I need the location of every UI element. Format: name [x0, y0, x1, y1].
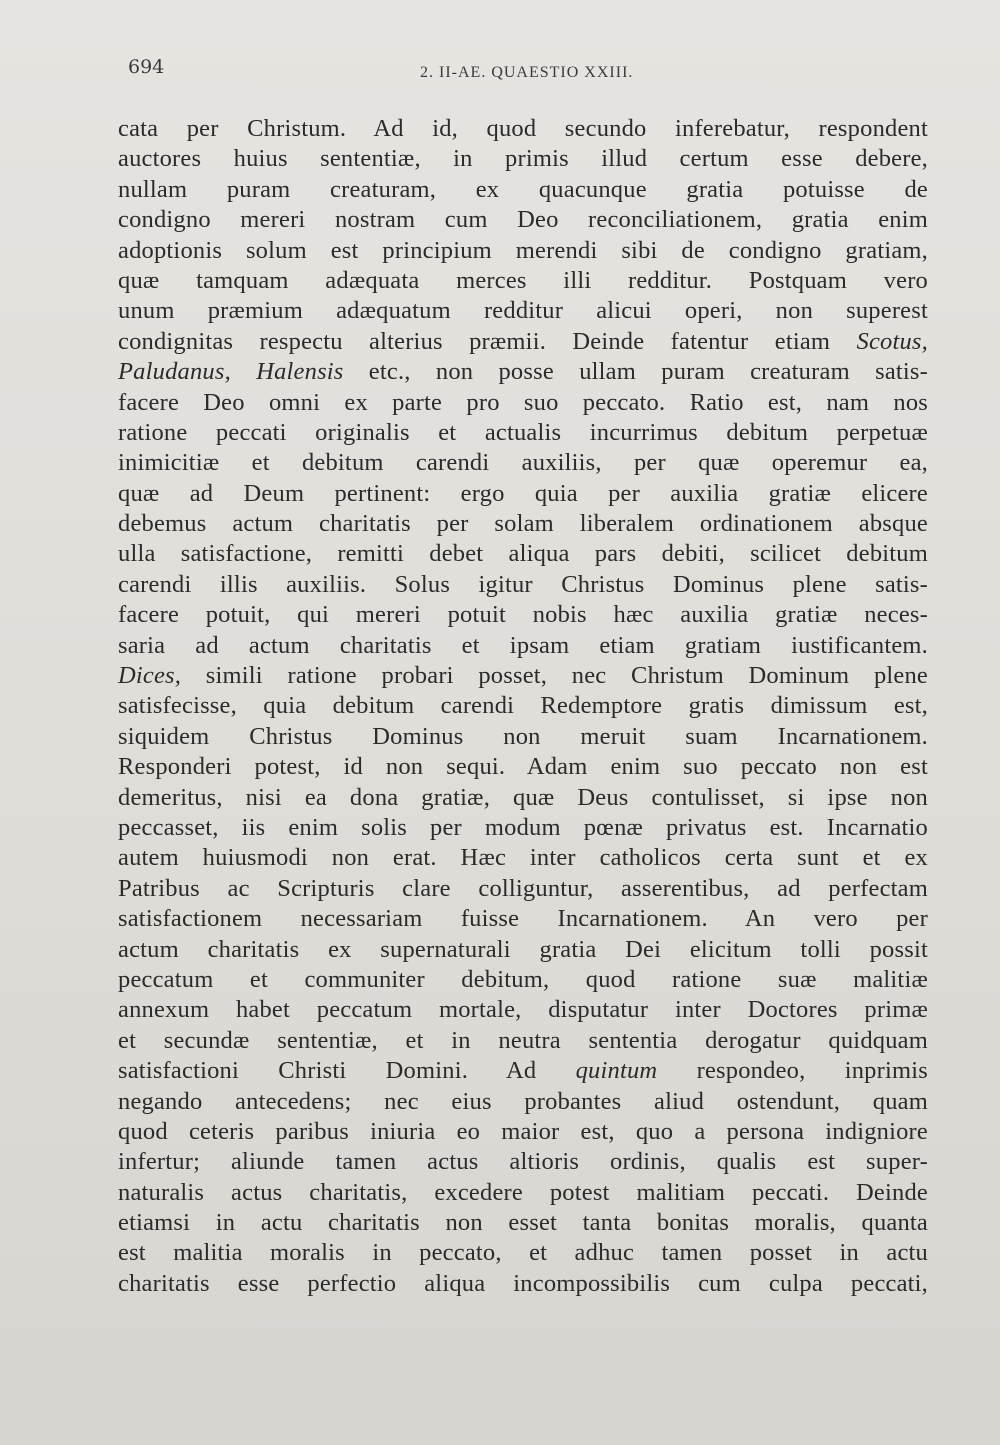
text-line — [118, 722, 928, 752]
text-segment: Responderi potest, id non sequi. Adam enim suo peccato non est — [118, 753, 928, 781]
text-segment: carendi illis auxiliis. Solus igitur Christus Dominus plene satis- — [118, 570, 928, 598]
text-segment: inimicitiæ et debitum carendi auxiliis, per quæ operemur ea, — [118, 449, 928, 477]
text-segment: quod ceteris paribus iniuria eo maior est, quo a persona indigniore — [118, 1117, 928, 1145]
text-line — [118, 631, 928, 661]
text-segment: demeritus, nisi ea dona gratiæ, quæ Deus contulisset, si ipse non — [118, 783, 928, 811]
text-line — [118, 752, 928, 782]
text-line — [118, 509, 928, 539]
text-line — [118, 1178, 928, 1208]
text-segment: facere Deo omni ex parte pro suo peccato. Ratio est, nam nos — [118, 388, 928, 416]
text-line — [118, 327, 928, 357]
text-line — [118, 874, 928, 904]
text-line — [118, 965, 928, 995]
text-segment: charitatis esse perfectio aliqua incompossibilis cum culpa peccati, — [118, 1269, 928, 1297]
text-segment: satisfactioni Christi Domini. Ad — [118, 1057, 576, 1085]
text-segment: peccatum et communiter debitum, quod ratione suæ malitiæ — [118, 965, 928, 993]
text-segment: saria ad actum charitatis et ipsam etiam gratiam iustificantem. — [118, 631, 928, 659]
text-segment: respondeo, inprimis — [657, 1057, 928, 1085]
text-segment: infertur; aliunde tamen actus altioris ordinis, qualis est super- — [118, 1148, 928, 1176]
text-segment: siquidem Christus Dominus non meruit suam Incarnationem. — [118, 722, 928, 750]
text-line — [118, 570, 928, 600]
text-line — [118, 539, 928, 569]
text-line — [118, 843, 928, 873]
text-segment: quæ ad Deum pertinent: ergo quia per auxilia gratiæ elicere — [118, 479, 928, 507]
text-line — [118, 418, 928, 448]
text-segment: ratione peccati originalis et actualis incurrimus debitum perpetuæ — [118, 418, 928, 446]
text-line — [118, 1147, 928, 1177]
text-line — [118, 1026, 928, 1056]
text-line — [118, 357, 928, 387]
text-segment: debemus actum charitatis per solam liberalem ordinationem absque — [118, 510, 928, 538]
text-line — [118, 1087, 928, 1117]
text-segment: adoptionis solum est principium merendi sibi de condigno gratiam, — [118, 236, 928, 264]
text-line — [118, 813, 928, 843]
text-line — [118, 144, 928, 174]
body-text — [118, 114, 928, 1299]
text-segment: est malitia moralis in peccato, et adhuc tamen posset in actu — [118, 1239, 928, 1267]
text-segment: annexum habet peccatum mortale, disputatur inter Doctores primæ — [118, 996, 928, 1024]
text-segment: condigno mereri nostram cum Deo reconciliationem, gratia enim — [118, 206, 928, 234]
text-line — [118, 266, 928, 296]
text-segment: unum præmium adæquatum redditur alicui operi, non superest — [118, 297, 928, 325]
text-line — [118, 236, 928, 266]
text-line — [118, 175, 928, 205]
text-line — [118, 205, 928, 235]
text-segment: et secundæ sententiæ, et in neutra sententia derogatur quidquam — [118, 1026, 928, 1054]
text-segment: etc., non posse ullam puram creaturam satis- — [343, 358, 928, 386]
text-segment: facere potuit, qui mereri potuit nobis hæc auxilia gratiæ neces- — [118, 601, 928, 629]
text-line — [118, 1117, 928, 1147]
text-segment: satisfecisse, quia debitum carendi Redemptore gratis dimissum est, — [118, 692, 928, 720]
text-segment: auctores huius sententiæ, in primis illud certum esse debere, — [118, 145, 928, 173]
text-line — [118, 783, 928, 813]
text-line — [118, 114, 928, 144]
text-line — [118, 935, 928, 965]
text-segment: ulla satisfactione, remitti debet aliqua pars debiti, scilicet debitum — [118, 540, 928, 568]
text-segment: Patribus ac Scripturis clare colliguntur, asserentibus, ad perfectam — [118, 874, 928, 902]
text-line — [118, 1208, 928, 1238]
page-header — [128, 56, 928, 86]
text-segment: satisfactionem necessariam fuisse Incarnationem. An vero per — [118, 905, 928, 933]
text-line — [118, 995, 928, 1025]
text-line — [118, 448, 928, 478]
text-line — [118, 388, 928, 418]
italic-text-segment: Paludanus, Halensis — [118, 358, 344, 386]
page-number: 694 — [128, 56, 165, 78]
text-segment: negando antecedens; nec eius probantes aliud ostendunt, quam — [118, 1087, 928, 1115]
running-head: 2. II-AE. QUAESTIO XXIII. — [420, 64, 634, 81]
text-segment: nullam puram creaturam, ex quacunque gratia potuisse de — [118, 175, 928, 203]
text-line — [118, 1269, 928, 1299]
text-segment: quæ tamquam adæquata merces illi redditur. Postquam vero — [118, 266, 928, 294]
italic-text-segment: quintum — [575, 1057, 658, 1085]
text-line — [118, 691, 928, 721]
italic-text-segment: Scotus, — [856, 327, 928, 355]
text-line — [118, 296, 928, 326]
text-segment: condignitas respectu alterius præmii. Deinde fatentur etiam — [118, 327, 857, 355]
italic-text-segment: Dices, — [118, 662, 182, 690]
text-segment: etiamsi in actu charitatis non esset tanta bonitas moralis, quanta — [118, 1209, 928, 1237]
text-segment: simili ratione probari posset, nec Christum Dominum plene — [181, 662, 928, 690]
text-segment: autem huiusmodi non erat. Hæc inter catholicos certa sunt et ex — [118, 844, 928, 872]
text-line — [118, 1238, 928, 1268]
text-line — [118, 661, 928, 691]
text-line — [118, 600, 928, 630]
text-line — [118, 1056, 928, 1086]
text-segment: actum charitatis ex supernaturali gratia Dei elicitum tolli possit — [118, 935, 928, 963]
text-segment: naturalis actus charitatis, excedere potest malitiam peccati. Deinde — [118, 1178, 928, 1206]
text-line — [118, 904, 928, 934]
text-line — [118, 479, 928, 509]
text-segment: cata per Christum. Ad id, quod secundo inferebatur, respondent — [118, 115, 928, 142]
text-segment: peccasset, iis enim solis per modum pœnæ privatus est. Incarnatio — [118, 813, 928, 841]
